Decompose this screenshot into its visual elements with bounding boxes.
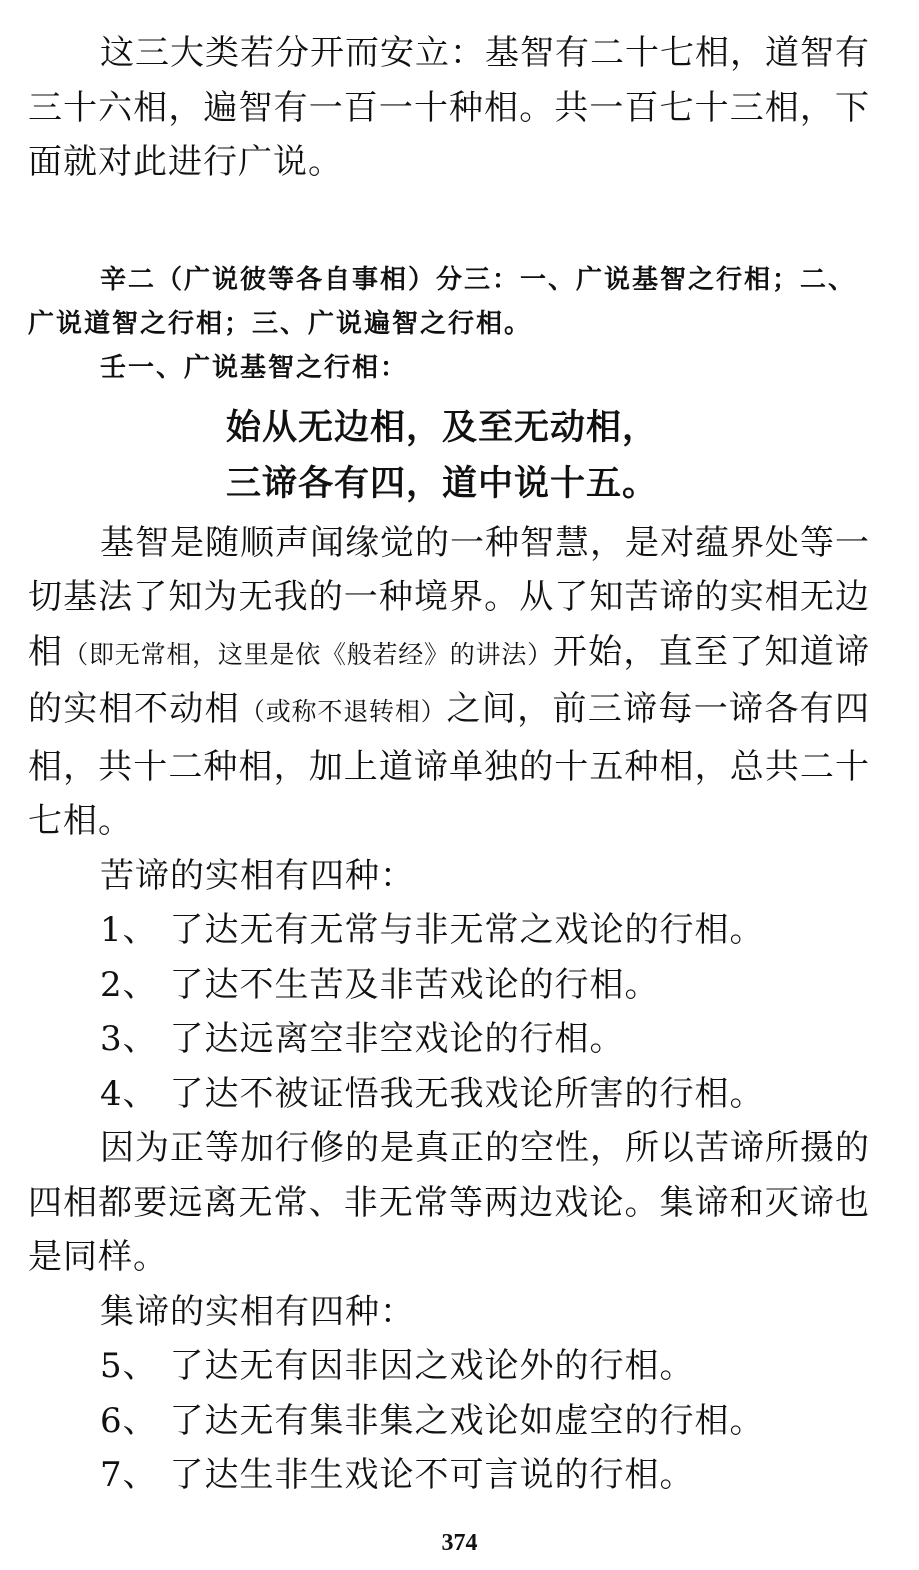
- explanation-part-1: 基智是随顺声闻缘觉的一种智慧，是对蕴界处等一切基法了知为无我的一种境界。从了知苦谛的实相无边相: [28, 522, 870, 672]
- verse-line-1: 始从无边相，及至无动相，: [226, 407, 659, 448]
- list-item: 1、 了达无有无常与非无常之戏论的行相。: [100, 910, 765, 950]
- verse-line-2: 三谛各有四，道中说十五。: [226, 463, 659, 504]
- intro-paragraph: 这三大类若分开而安立：基智有二十七相，道智有三十六相，遍智有一百一十种相。共一百七十三相，下面就对此进行广说。: [28, 33, 870, 182]
- list-item: 5、 了达无有因非因之戏论外的行相。: [100, 1346, 695, 1386]
- explanation-part-3: 之间，前三谛每一谛各有四相，共十二种相，加上道谛单独的十五种相，总共二十七相。: [28, 689, 870, 841]
- explanation-note-1: （即无常相，这里是依《般若经》的讲法）: [63, 639, 553, 669]
- origin-lead: 集谛的实相有四种：: [100, 1291, 415, 1332]
- root-verse: [28, 400, 870, 512]
- heading-xin2: 辛二（广说彼等各自事相）分三：一、广说基智之行相；二、广说道智之行相；三、广说遍智之行相。: [28, 264, 857, 339]
- explanation-note-2: （或称不退转相）: [239, 697, 447, 726]
- list-item: 4、 了达不被证悟我无我戏论所害的行相。: [100, 1073, 765, 1114]
- list-item: 3、 了达远离空非空戏论的行相。: [100, 1019, 625, 1059]
- page-body: [28, 26, 870, 1503]
- list-item: 2、 了达不生苦及非苦戏论的行相。: [100, 964, 660, 1005]
- suffering-lead: 苦谛的实相有四种：: [100, 855, 415, 896]
- explanation-part-2: 开始，直至了知道谛的实相不动相: [28, 631, 871, 729]
- section-headings: [28, 258, 870, 390]
- heading-ren1: 壬一、广说基智之行相：: [100, 352, 409, 383]
- explanation-paragraph: [28, 516, 870, 849]
- list-item: 6、 了达无有集非集之戏论如虚空的行相。: [100, 1400, 765, 1441]
- suffering-summary: 因为正等加行修的是真正的空性，所以苦谛所摄的四相都要远离无常、非无常等两边戏论。集谛和灭谛也是同样。: [28, 1128, 870, 1277]
- page-number: 374: [441, 1530, 478, 1556]
- list-item: 7、 了达生非生戏论不可言说的行相。: [100, 1455, 695, 1495]
